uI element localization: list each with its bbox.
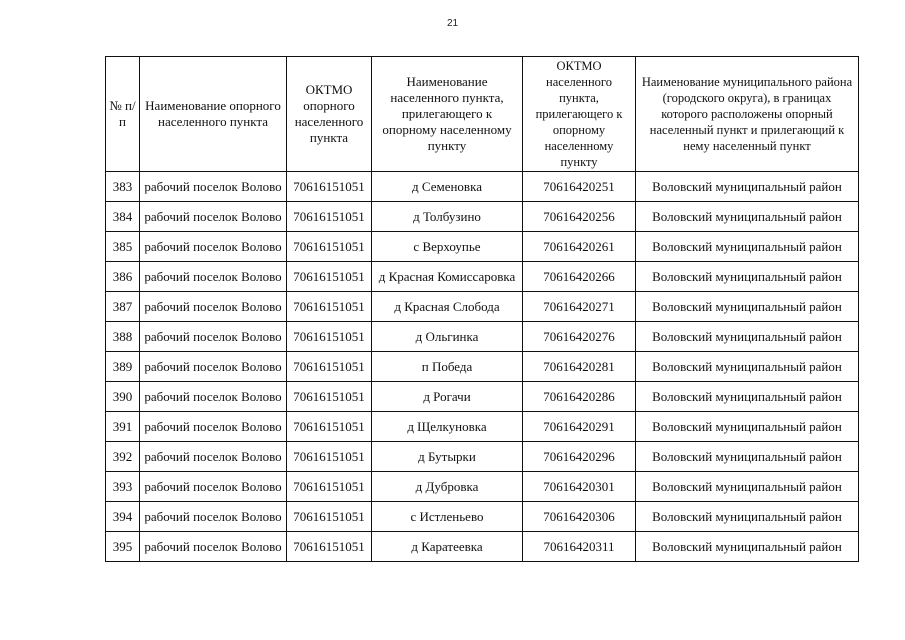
header-hub-oktmo: ОКТМО опорного населенного пункта [287,57,372,172]
adjacent-oktmo-cell: 70616420261 [523,232,636,262]
page-number: 21 [446,18,459,29]
hub-settlement-cell: рабочий поселок Волово [140,532,287,562]
hub-settlement-cell: рабочий поселок Волово [140,472,287,502]
adjacent-settlement-cell: д Семеновка [372,172,523,202]
hub-oktmo-cell: 70616151051 [287,172,372,202]
district-cell: Воловский муниципальный район [636,322,859,352]
district-cell: Воловский муниципальный район [636,382,859,412]
row-number-cell: 385 [106,232,140,262]
hub-oktmo-cell: 70616151051 [287,232,372,262]
hub-oktmo-cell: 70616151051 [287,502,372,532]
table-row [106,412,859,442]
hub-oktmo-cell: 70616151051 [287,442,372,472]
hub-oktmo-cell: 70616151051 [287,262,372,292]
adjacent-oktmo-cell: 70616420301 [523,472,636,502]
hub-oktmo-cell: 70616151051 [287,352,372,382]
settlements-table [105,56,859,562]
table-row [106,202,859,232]
hub-oktmo-cell: 70616151051 [287,382,372,412]
hub-settlement-cell: рабочий поселок Волово [140,322,287,352]
adjacent-oktmo-cell: 70616420311 [523,532,636,562]
adjacent-oktmo-cell: 70616420266 [523,262,636,292]
hub-oktmo-cell: 70616151051 [287,292,372,322]
header-adjacent-settlement: Наименование населенного пункта, прилегающего к опорному населенному пункту [372,57,523,172]
table-row [106,262,859,292]
hub-oktmo-cell: 70616151051 [287,412,372,442]
hub-settlement-cell: рабочий поселок Волово [140,172,287,202]
table-row [106,322,859,352]
adjacent-settlement-cell: д Толбузино [372,202,523,232]
hub-oktmo-cell: 70616151051 [287,472,372,502]
hub-settlement-cell: рабочий поселок Волово [140,232,287,262]
header-hub-settlement: Наименование опорного населенного пункта [140,57,287,172]
row-number-cell: 384 [106,202,140,232]
adjacent-settlement-cell: д Каратеевка [372,532,523,562]
adjacent-oktmo-cell: 70616420306 [523,502,636,532]
table-row [106,532,859,562]
district-cell: Воловский муниципальный район [636,232,859,262]
row-number-cell: 390 [106,382,140,412]
row-number-cell: 394 [106,502,140,532]
row-number-cell: 393 [106,472,140,502]
district-cell: Воловский муниципальный район [636,472,859,502]
hub-settlement-cell: рабочий поселок Волово [140,412,287,442]
district-cell: Воловский муниципальный район [636,352,859,382]
adjacent-settlement-cell: с Истленьево [372,502,523,532]
row-number-cell: 387 [106,292,140,322]
header-district: Наименование муниципального района (городского округа), в границах которого расположены опорный населенный пункт и прилегающий к нему населенный пункт [636,57,859,172]
district-cell: Воловский муниципальный район [636,532,859,562]
row-number-cell: 388 [106,322,140,352]
header-num: № п/п [106,57,140,172]
table-row [106,352,859,382]
row-number-cell: 386 [106,262,140,292]
adjacent-oktmo-cell: 70616420256 [523,202,636,232]
table-row [106,382,859,412]
table-row [106,172,859,202]
district-cell: Воловский муниципальный район [636,262,859,292]
adjacent-oktmo-cell: 70616420281 [523,352,636,382]
table-row [106,502,859,532]
district-cell: Воловский муниципальный район [636,442,859,472]
district-cell: Воловский муниципальный район [636,202,859,232]
adjacent-oktmo-cell: 70616420271 [523,292,636,322]
district-cell: Воловский муниципальный район [636,412,859,442]
adjacent-oktmo-cell: 70616420251 [523,172,636,202]
hub-oktmo-cell: 70616151051 [287,202,372,232]
adjacent-oktmo-cell: 70616420296 [523,442,636,472]
row-number-cell: 389 [106,352,140,382]
row-number-cell: 383 [106,172,140,202]
adjacent-settlement-cell: п Победа [372,352,523,382]
hub-settlement-cell: рабочий поселок Волово [140,502,287,532]
adjacent-settlement-cell: д Дубровка [372,472,523,502]
hub-settlement-cell: рабочий поселок Волово [140,382,287,412]
row-number-cell: 395 [106,532,140,562]
adjacent-settlement-cell: д Рогачи [372,382,523,412]
adjacent-settlement-cell: д Красная Комиссаровка [372,262,523,292]
adjacent-oktmo-cell: 70616420276 [523,322,636,352]
adjacent-settlement-cell: д Красная Слобода [372,292,523,322]
row-number-cell: 391 [106,412,140,442]
table-row [106,232,859,262]
adjacent-settlement-cell: с Верхоупье [372,232,523,262]
district-cell: Воловский муниципальный район [636,292,859,322]
adjacent-settlement-cell: д Щелкуновка [372,412,523,442]
hub-oktmo-cell: 70616151051 [287,322,372,352]
hub-oktmo-cell: 70616151051 [287,532,372,562]
table-row [106,292,859,322]
table-row [106,442,859,472]
hub-settlement-cell: рабочий поселок Волово [140,202,287,232]
hub-settlement-cell: рабочий поселок Волово [140,292,287,322]
hub-settlement-cell: рабочий поселок Волово [140,262,287,292]
district-cell: Воловский муниципальный район [636,502,859,532]
header-adjacent-oktmo: ОКТМО населенного пункта, прилегающего к опорному населенному пункту [523,57,636,172]
table-body [106,172,859,562]
row-number-cell: 392 [106,442,140,472]
table-row [106,472,859,502]
adjacent-oktmo-cell: 70616420291 [523,412,636,442]
hub-settlement-cell: рабочий поселок Волово [140,352,287,382]
hub-settlement-cell: рабочий поселок Волово [140,442,287,472]
adjacent-settlement-cell: д Бутырки [372,442,523,472]
district-cell: Воловский муниципальный район [636,172,859,202]
adjacent-settlement-cell: д Ольгинка [372,322,523,352]
table-header-row [106,57,859,172]
adjacent-oktmo-cell: 70616420286 [523,382,636,412]
